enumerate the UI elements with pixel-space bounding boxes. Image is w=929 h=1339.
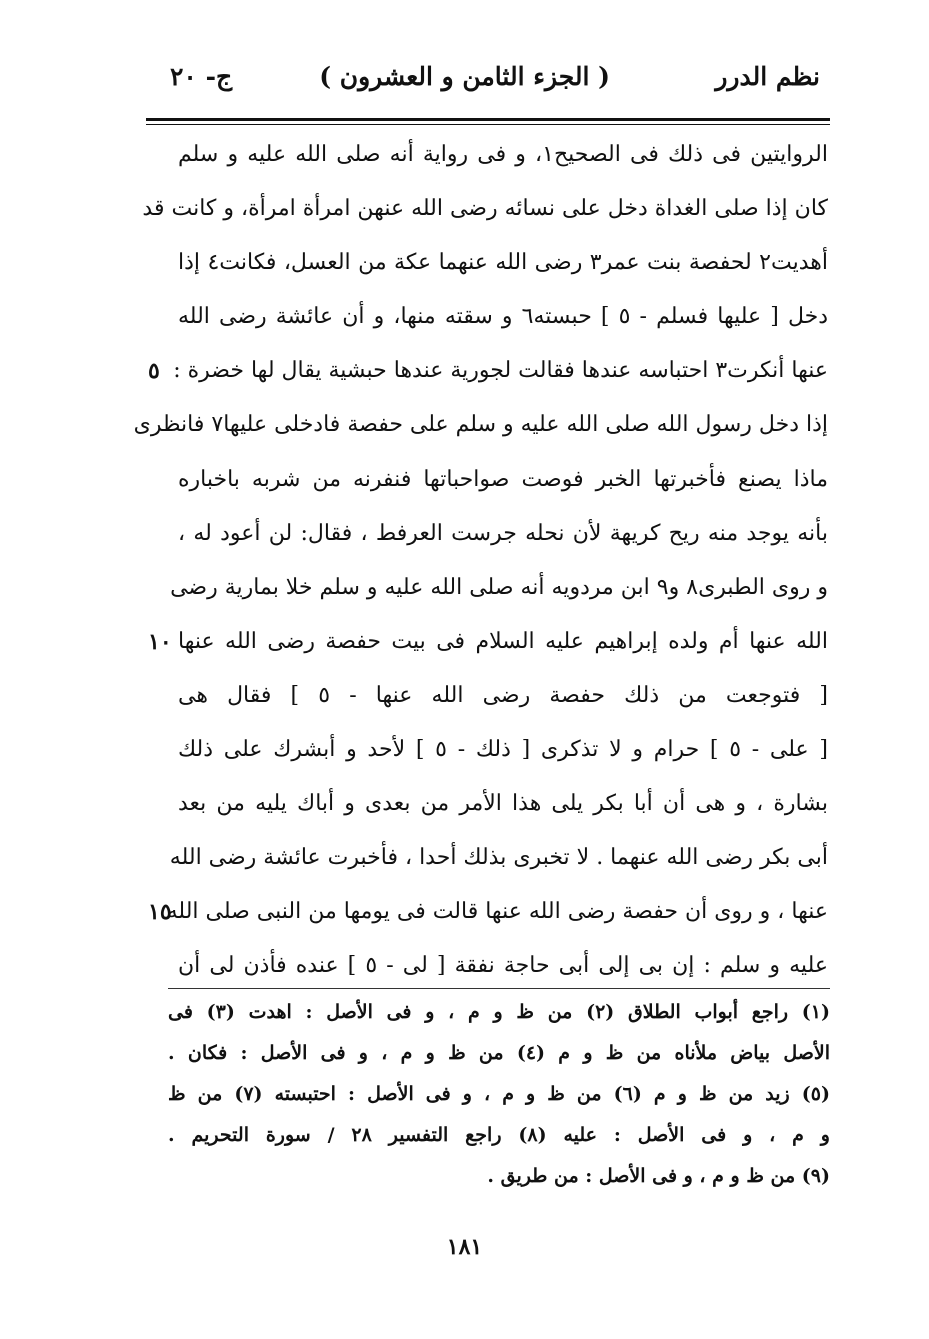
text-line: عنها أنكرت٣ احتباسه عندها فقالت لجورية عندها حبشية يقال لها خضرة :: [173, 358, 828, 384]
volume-number: ج- ٢٠: [170, 62, 233, 91]
footnote-line: (١) راجع أبواب الطلاق (٢) من ظ و م ، و فى الأصل : اهدت (٣) فى: [168, 1001, 830, 1023]
header-rule: [146, 118, 830, 121]
text-line: الروايتين فى ذلك فى الصحيح١، و فى رواية أنه صلى الله عليه و سلم: [178, 142, 828, 167]
text-line: دخل [ عليها فسلم - ٥ ] حبسته٦ و سقته منها، و أن عائشة رضى الله: [178, 304, 829, 330]
text-line: الله عنها أم ولده إبراهيم عليه السلام فى بيت حفصة رضى الله عنها: [178, 628, 828, 654]
line-number-15: ١٥: [148, 899, 172, 925]
line-number-10: ١٠: [148, 629, 172, 655]
text-line: بشارة ، و هى أن أبا بكر يلى هذا الأمر من بعدى و أباك يليه من بعد: [178, 791, 828, 817]
text-line: أبى بكر رضى الله عنهما . لا تخبرى بذلك أحدا ، فأخبرت عائشة رضى الله: [169, 845, 828, 871]
footnote-rule: [168, 988, 830, 989]
footnote-line: (٥) زيد من ظ و م (٦) من ظ و م ، و فى الأصل : احتبسته (٧) من ظ: [168, 1083, 830, 1105]
text-line: كان إذا صلى الغداة دخل على نسائه رضى الله عنهن امرأة امرأة، و كانت قد: [142, 196, 828, 222]
footnote-line: و م ، و فى الأصل : عليه (٨) راجع التفسير ٢٨ / سورة التحريم .: [168, 1124, 830, 1146]
footnotes: [168, 992, 830, 1197]
text-line: أهديت٢ لحفصة بنت عمر٣ رضى الله عنهما عكة من العسل، فكانت٤ إذا: [178, 250, 828, 276]
text-line: و روى الطبرى٨ و٩ ابن مردويه أنه صلى الله عليه و سلم خلا بمارية رضى: [170, 574, 828, 600]
running-header: [150, 62, 830, 106]
text-line: [ على - ٥ ] حرام و لا تذكرى [ ذلك - ٥ ] لأحد و أبشرك على ذلك: [178, 737, 828, 763]
page-number: ١٨١: [446, 1234, 483, 1260]
header-rule-thin: [146, 124, 830, 125]
text-line: بأنه يوجد منه ريح كريهة لأن نحله جرست العرفط ، فقال: لن أعود له ،: [178, 520, 828, 546]
footnote-line: الأصل بياض ملأناه من ظ و م (٤) من ظ و م ، و فى الأصل : فكان .: [168, 1042, 830, 1064]
text-line: ماذا يصنع فأخبرتها الخبر فوصت صواحباتها فنفرنه من شربه باخباره: [178, 466, 828, 492]
text-line: عليه و سلم : إن بى إلى أبى حاجة نفقة [ لى - ٥ ] عنده فأذن لى أن: [178, 953, 828, 979]
line-number-5: ٥: [148, 358, 160, 384]
text-line: [ فتوجعت من ذلك حفصة رضى الله عنها - ٥ ] فقال هى: [178, 682, 828, 708]
text-line: عنها ، و روى أن حفصة رضى الله عنها قالت فى يومها من النبى صلى الله: [166, 899, 828, 925]
part-title: ( الجزء الثامن و العشرون ): [319, 62, 610, 91]
book-title: نظم الدرر: [715, 62, 820, 91]
footnote-line: (٩) من ظ و م ، و فى الأصل : من طريق .: [487, 1165, 830, 1187]
text-line: إذا دخل رسول الله صلى الله عليه و سلم على حفصة فادخلى عليها٧ فانظرى: [133, 412, 828, 438]
